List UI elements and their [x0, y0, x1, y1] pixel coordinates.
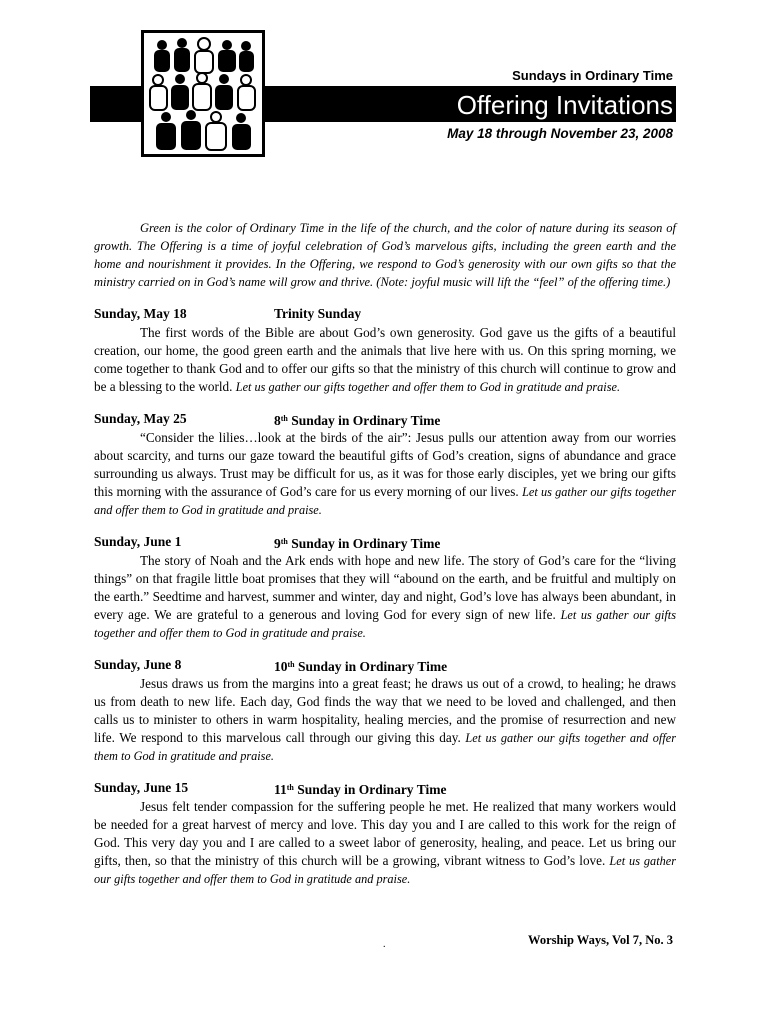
series-label: Sundays in Ordinary Time — [512, 68, 673, 83]
entry-number: 10 — [274, 659, 288, 674]
entry-date: Sunday, June 1 — [94, 534, 182, 549]
entry-ordinal: th — [287, 660, 295, 669]
entry-title — [274, 656, 447, 676]
entry-june-8 — [94, 656, 676, 765]
page-mark: . — [383, 939, 386, 950]
entry-ordinal: th — [280, 414, 288, 423]
entry-date: Sunday, June 8 — [94, 657, 182, 672]
entry-title-text: Sunday in Ordinary Time — [293, 782, 447, 797]
entry-text — [94, 798, 676, 888]
entry-title — [274, 779, 446, 799]
entry-invitation: Let us gather our gifts together and offer them to God in gratitude and praise. — [94, 608, 677, 640]
entry-text — [94, 324, 676, 396]
entry-date: Sunday, May 25 — [94, 411, 187, 426]
entry-june-15 — [94, 779, 676, 888]
entry-text — [94, 675, 676, 765]
entry-title-text: Sunday in Ordinary Time — [287, 413, 441, 428]
entry-heading — [94, 305, 676, 324]
entry-text — [94, 429, 676, 519]
entry-body-text: “Consider the lilies…look at the birds of the air”: Jesus pulls our attention away from our worries about scarcity, and turns our gaze toward the beautiful gifts of God’s creation, signs of abundance and grace surrounding us always. Trust may be difficult for us, as it was for those early disciples, yet we bring our gifts this morning with the assurance of God’s care for us every morning of our lives. — [94, 430, 676, 499]
entry-june-1 — [94, 533, 676, 642]
entry-heading — [94, 656, 676, 675]
entry-title: Trinity Sunday — [274, 306, 362, 321]
entry-title — [274, 533, 440, 553]
entry-heading — [94, 533, 676, 552]
entry-number: 8 — [274, 413, 281, 428]
congregation-logo — [141, 30, 265, 157]
entry-title-text: Sunday in Ordinary Time — [294, 659, 448, 674]
entry-may-25 — [94, 410, 676, 519]
entry-body-text: The story of Noah and the Ark ends with hope and new life. The story of God’s care for the “living things” on that fragile little boat promises that they will “abound on the earth, and be fruitful and multiply on the earth.” Seedtime and harvest, summer and winter, day and night, God’s love has always been abundant, in every age. We are grateful to a generous and loving God for every sign of new life. — [94, 553, 676, 622]
entry-number: 11 — [274, 782, 287, 797]
entry-body-text: The first words of the Bible are about God’s own generosity. God gave us the gifts of a beautiful creation, our home, the good green earth and the animals that live here with us. On this spring morning, we come together to thank God and to offer our gifts so that the ministry of this church will continue to grow and be a blessing to the world. — [94, 325, 676, 394]
entry-body-text: Jesus draws us from the margins into a great feast; he draws us out of a crowd, to healing; he draws us from death to new life. Each day, God finds the way that we need to be loved and challenged, and then calls us to minister to others in warm hospitality, healing mercies, and the promise of resurrection and new life. We respond to this marvelous call through our giving this day. — [94, 676, 676, 745]
entry-ordinal: th — [280, 537, 288, 546]
entry-heading — [94, 410, 676, 429]
publication-footer: Worship Ways, Vol 7, No. 3 — [528, 933, 673, 947]
document-body — [94, 219, 676, 902]
entry-number: 9 — [274, 536, 281, 551]
entry-ordinal: th — [286, 783, 294, 792]
entry-date: Sunday, May 18 — [94, 306, 187, 321]
entry-title-text: Sunday in Ordinary Time — [287, 536, 441, 551]
date-range: May 18 through November 23, 2008 — [447, 126, 673, 141]
entry-title — [274, 410, 440, 430]
entry-invitation: Let us gather our gifts together and offer them to God in gratitude and praise. — [94, 854, 676, 886]
entry-may-18 — [94, 305, 676, 396]
entry-invitation: Let us gather our gifts together and offer them to God in gratitude and praise. — [94, 731, 677, 763]
intro-paragraph: Green is the color of Ordinary Time in the life of the church, and the color of nature during its season of growth. The Offering is a time of joyful celebration of God’s marvelous gifts, including the green earth and the home and nourishment it provides. In the Offering, we respond to God’s generosity with our own gifts so that the ministry carried on in God’s name will grow and thrive. (Note: joyful music will lift the “feel” of the offering time.) — [94, 221, 676, 289]
congregation-icon — [146, 35, 260, 152]
entry-invitation: Let us gather our gifts together and offer them to God in gratitude and praise. — [94, 485, 677, 517]
entry-date: Sunday, June 15 — [94, 780, 189, 795]
entry-invitation: Let us gather our gifts together and offer them to God in gratitude and praise. — [235, 380, 621, 394]
page-title: Offering Invitations — [456, 90, 673, 120]
entry-heading — [94, 779, 676, 798]
entry-body-text: Jesus felt tender compassion for the suffering people he met. He realized that many workers would be needed for a great harvest of mercy and love. This day you and I are called to this work for the reign of God. This very day you and I are called to a sweet labor of generosity, healing, and peace. Let us bring our gifts, then, so that the ministry of this church will be a growing, vibrant witness to God’s love. — [94, 799, 676, 868]
entry-text — [94, 552, 676, 642]
